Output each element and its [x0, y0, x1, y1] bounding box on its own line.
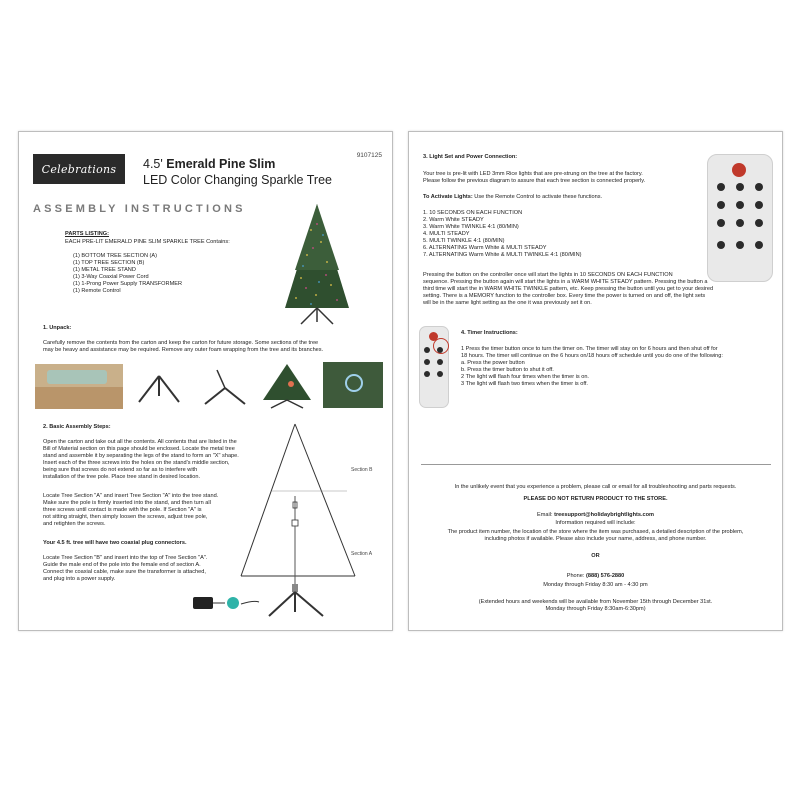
tree-base-photo [257, 362, 317, 410]
section-a-label: Section A [351, 551, 373, 557]
divider [421, 464, 771, 465]
function-item: 3. Warm White TWINKLE 4:1 (80/MIN) [423, 224, 519, 230]
stand-photo-1 [131, 366, 187, 408]
support-intro: In the unlikely event that you experience a problem, please call or email for all troubleshooting and parts requests. [454, 484, 737, 490]
unpack-text: Carefully remove the contents from the carton and keep the carton for future storage. Some sections of the tree may be heavy and assistance may be required. Remove any outer foam wrapping from the tree and its branches. [43, 340, 324, 353]
light-set-heading: 3. Light Set and Power Connection: [423, 154, 518, 160]
product-title-line2: LED Color Changing Sparkle Tree [143, 173, 332, 187]
tree-assembly-diagram [159, 416, 359, 622]
function-item: 6. ALTERNATING Warm White & MULTI STEADY [423, 245, 547, 251]
support-email-link[interactable]: treesupport@holidaybrightlights.com [554, 512, 655, 518]
or-separator: OR [591, 553, 600, 559]
assembly-heading: ASSEMBLY INSTRUCTIONS [33, 203, 246, 215]
do-not-return-notice: PLEASE DO NOT RETURN PRODUCT TO THE STORE. [523, 496, 668, 502]
product-title-line1: 4.5' Emerald Pine Slim [143, 157, 276, 171]
parts-list-item: (1) BOTTOM TREE SECTION (A) [73, 253, 158, 259]
function-item: 1. 10 SECONDS ON EACH FUNCTION [423, 210, 523, 216]
extended-hours: (Extended hours and weekends will be available from November 15th through December 31st. Monday through Friday 8:30am-6:30pm) [478, 599, 713, 612]
basic-para-2: Locate Tree Section "A" and insert Tree Section "A" into the tree stand. Make sure the pole is firmly inserted into the stand, and then turn all three screws until contact is made with the pole. If Section "A" is not sitting straight, then simply loosen the screws, adjust tree pole, and retighten the screws. [43, 493, 219, 527]
phone-line: Phone: (888) 576-2880 [566, 573, 625, 579]
light-set-text: Your tree is pre-lit with LED 3mm Rice lights that are pre-strung on the tree at the factory. Please follow the previous diagram to assure that each tree section is connected properly. [423, 171, 646, 184]
carton-photo [35, 364, 123, 409]
timer-instructions: 1 Press the timer button once to turn the timer on. The timer will stay on for 6 hours and then shut off for 18 hours. The timer will continue on the 6 hours on/18 hours off schedule until you do one of the following: a. Press the power button b. Press the timer button to shut it off. 2 The light will flash four times when the timer is on. 3 The light will flash two times when the timer is off. [461, 346, 723, 387]
section-b-label: Section B [351, 467, 373, 473]
timer-heading: 4. Timer Instructions: [461, 330, 518, 336]
right-page [408, 131, 783, 631]
info-details: The product item number, the location of the store where the item was purchased, a detailed description of the problem, including photos if available. Please also include your name, address, and phone number. [447, 529, 744, 542]
parts-list-item: (1) TOP TREE SECTION (B) [73, 260, 145, 266]
basic-assembly-heading: 2. Basic Assembly Steps: [43, 424, 111, 430]
timer-button-highlight [433, 338, 449, 354]
connector-photo [323, 362, 383, 408]
activate-lights-line: To Activate Lights: Use the Remote Control to activate these functions. [423, 194, 603, 200]
parts-intro: EACH PRE-LIT EMERALD PINE SLIM SPARKLE TREE Contains: [65, 239, 230, 245]
parts-heading: PARTS LISTING: [65, 231, 110, 237]
function-item: 2. Warm White STEADY [423, 217, 484, 223]
remote-control-image [707, 154, 773, 282]
function-item: 7. ALTERNATING Warm White & MULTI TWINKLE 4:1 (80/MIN) [423, 252, 582, 258]
function-item: 5. MULTI TWINKLE 4:1 (80/MIN) [423, 238, 505, 244]
info-required: Information required will include: [555, 520, 636, 526]
parts-list [73, 253, 182, 295]
sku-number: 9107125 [356, 152, 382, 159]
basic-para-3: Locate Tree Section "B" and insert into the top of Tree Section "A". Guide the male end of the pole into the female end of section A. Connect the coaxial cable, make sure the transformer is attached, and plug into a power supply. [43, 555, 208, 582]
tree-photo [271, 200, 363, 328]
light-functions-list [423, 210, 582, 259]
email-line: Email: treesupport@holidaybrightlights.com [536, 512, 655, 518]
parts-list-item: (1) 1-Prong Power Supply TRANSFORMER [73, 281, 183, 287]
basic-para-1: Open the carton and take out all the contents. All contents that are listed in the Bill of Material section on this page should be enclosed. Locate the metal tree stand and assemble it by separating the legs of the stand to form an "X" shape. Insert each of the three screws into the holes on the stand's middle section, being sure that screws do not extend so far as to interfere with installation of the tree pole. Place tree stand in desired location. [43, 439, 239, 480]
controller-text: Pressing the button on the controller once will start the lights in 10 SECONDS ON EACH FUNCTION sequence. Pressing the button again will start the lights in a WARM WHITE STEADY pattern. Pressing the button a third time will start the in WARM WHITE TWINKLE pattern, etc. Keep pressing the button until you get to your desired setting. There is a MEMORY function to the controller box. Every time the power is turned on and off, the light sets will be in the same light setting as the one it was previously set it on. [423, 272, 714, 306]
left-page [18, 131, 393, 631]
parts-list-item: (1) METAL TREE STAND [73, 267, 136, 273]
function-item: 4. MULTI STEADY [423, 231, 470, 237]
parts-list-item: (1) Remote Control [73, 288, 121, 294]
unpack-heading: 1. Unpack: [43, 325, 72, 331]
celebrations-logo: Celebrations [33, 154, 125, 184]
connectors-note: Your 4.5 ft. tree will have two coaxial plug connectors. [43, 540, 187, 546]
parts-list-item: (1) 3-Way Coaxial Power Cord [73, 274, 149, 280]
stand-photo-2 [195, 366, 251, 408]
support-phone[interactable]: (888) 576-2880 [586, 573, 625, 579]
power-icon [732, 163, 746, 177]
support-hours: Monday through Friday 8:30 am - 4:30 pm [543, 582, 648, 588]
